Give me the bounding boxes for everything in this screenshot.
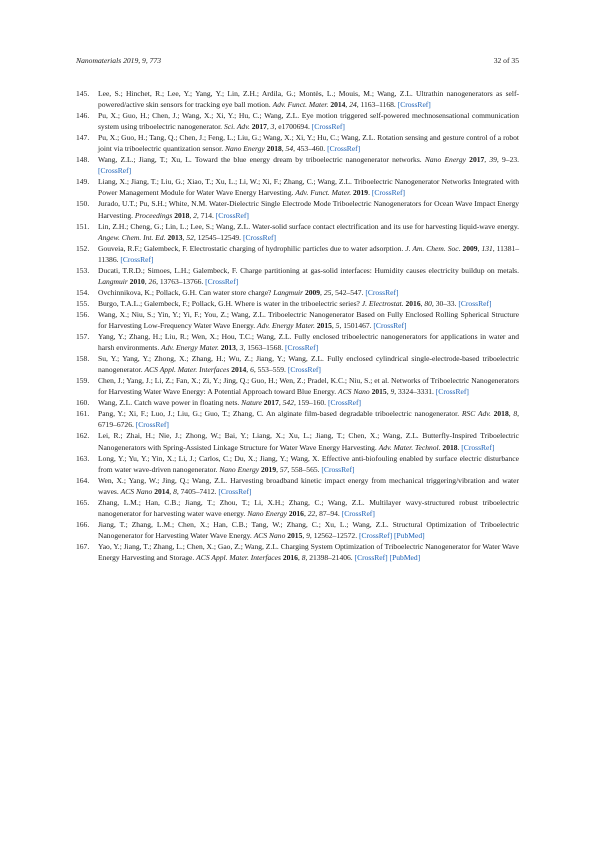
reference-item: 146. Pu, X.; Guo, H.; Chen, J.; Wang, X.; Xi, Y.; Hu, C.; Wang, Z.L. Eye motion triggered self-powered mechnosensational communication system using triboelectric nanogenerator. Sci. Adv. 2017, 3, e1700694. [CrossRef] xyxy=(76,111,519,132)
reference-item: 154. Ovchinnikova, K.; Pollack, G.H. Can water store charge? Langmuir 2009, 25, 542–547. [CrossRef] xyxy=(76,287,399,297)
crossref-link[interactable]: [CrossRef] xyxy=(373,320,407,330)
reference-year: 2017 xyxy=(251,122,267,132)
reference-authors-title: Chen, J.; Yang, J.; Li, Z.; Fan, X.; Zi, Y.; Jing, Q.; Guo, H.; Wen, Z.; Pradel, K.C.; Niu, S.; et al. Networks of Triboelectric Nanogenerators for Harvesting Water Wave Energy: A Potential Approach toward Blue Energy. xyxy=(98,376,519,397)
reference-journal: ACS Nano xyxy=(338,387,370,397)
reference-year: 2019 xyxy=(352,188,369,198)
reference-year: 2016 xyxy=(288,508,304,518)
reference-list xyxy=(76,88,519,563)
reference-pages: 87–94. xyxy=(319,508,340,518)
reference-number: 158. xyxy=(76,354,90,364)
reference-journal: Adv. Mater. Technol. xyxy=(378,442,441,452)
reference-journal: Adv. Energy Mater. xyxy=(257,320,315,330)
reference-authors-title: Su, Y.; Yang, Y.; Zhong, X.; Zhang, H.; Wu, Z.; Jiang, Y.; Wang, Z.L. Fully enclosed cylindrical single-electrode-based triboelectric nanogenerator. xyxy=(98,354,519,375)
pubmed-link[interactable]: [PubMed] xyxy=(389,552,421,562)
reference-volume: 26 xyxy=(148,276,157,286)
reference-year: 2009 xyxy=(462,243,478,253)
reference-number: 147. xyxy=(76,133,90,143)
reference-authors-title: Pu, X.; Guo, H.; Tang, Q.; Chen, J.; Feng, L.; Liu, G.; Wang, X.; Xi, Y.; Hu, C.; Wang, Z.L. Rotation sensing and gesture control of a robot joint via triboelectric quantization sensor. xyxy=(98,133,519,154)
reference-authors-title: Gouveia, R.F.; Galembeck, F. Electrostatic charging of hydrophilic particles due to water adsorption. xyxy=(98,243,404,253)
crossref-link[interactable]: [CrossRef] xyxy=(215,210,249,220)
reference-pages: 714. xyxy=(200,210,214,220)
reference-pages: 542–547. xyxy=(335,287,364,297)
reference-number: 156. xyxy=(76,309,90,319)
reference-journal: ACS Appl. Mater. Interfaces xyxy=(196,552,281,562)
reference-authors-title: Ducati, T.R.D.; Simoes, L.H.; Galembeck, F. Charge partitioning at gas-solid interfaces: Humidity causes electricity buildup on metals. xyxy=(98,265,519,275)
reference-pages: 1563–1568. xyxy=(247,343,284,353)
article-number: 773 xyxy=(149,56,162,65)
page-header: Nanomaterials 2019, 9, 773 32 of 35 xyxy=(76,56,519,65)
reference-number: 149. xyxy=(76,177,90,187)
reference-item: 158. Su, Y.; Yang, Y.; Zhong, X.; Zhang, H.; Wu, Z.; Jiang, Y.; Wang, Z.L. Fully enclosed cylindrical single-electrode-based triboelectric nanogenerator. ACS Appl. Mater. Interfaces 2014, 6, 553–559. [CrossRef] xyxy=(76,354,519,375)
reference-pages: 9–23. xyxy=(502,155,520,165)
reference-year: 2017 xyxy=(263,398,279,408)
reference-number: 159. xyxy=(76,376,90,386)
reference-journal: J. Am. Chem. Soc. xyxy=(405,243,461,253)
reference-volume: 542 xyxy=(282,398,294,408)
reference-authors-title: Ovchinnikova, K.; Pollack, G.H. Can water store charge? xyxy=(98,287,272,297)
reference-pages: 453–460. xyxy=(296,144,326,154)
reference-volume: 57 xyxy=(279,464,288,474)
reference-pages: 558–565. xyxy=(291,464,320,474)
reference-number: 163. xyxy=(76,453,90,463)
reference-journal: Nano Energy xyxy=(225,144,265,154)
reference-item: 145. Lee, S.; Hinchet, R.; Lee, Y.; Yang, Y.; Lin, Z.H.; Ardila, G.; Montès, L.; Mouis, M.; Wang, Z.L. Ultrathin nanogenerators as self-powered/active skin sensors for tracking eye ball motion. Adv. Funct. Mater. 2014, 24, 1163–1168. [CrossRef] xyxy=(76,89,519,110)
reference-volume: 8 xyxy=(173,486,177,496)
reference-number: 154. xyxy=(76,287,90,297)
reference-number: 153. xyxy=(76,265,90,275)
reference-pages: e1700694. xyxy=(278,122,310,132)
reference-item: 165. Zhang, L.M.; Han, C.B.; Jiang, T.; Zhou, T.; Li, X.H.; Zhang, C.; Wang, Z.L. Multilayer wavy-structured robust triboelectric nanogenerator for harvesting water wave energy. Nano Energy 2016, 22, 87–94. [CrossRef] xyxy=(76,497,519,518)
reference-item: 147. Pu, X.; Guo, H.; Tang, Q.; Chen, J.; Feng, L.; Liu, G.; Wang, X.; Xi, Y.; Hu, C.; Wang, Z.L. Rotation sensing and gesture control of a robot joint via triboelectric quantization sensor. Nano Energy 2018, 54, 453–460. [CrossRef] xyxy=(76,133,519,154)
reference-volume: 39 xyxy=(489,155,497,165)
crossref-link[interactable]: [CrossRef] xyxy=(285,343,319,353)
reference-item: 149. Liang, X.; Jiang, T.; Liu, G.; Xiao, T.; Xu, L.; Li, W.; Xi, F.; Zhang, C.; Wang, Z.L. Triboelectric Nanogenerator Networks Integrated with Power Management Module for Water Wave Energy Harvesting. Adv. Funct. Mater. 2019. [CrossRef] xyxy=(76,177,519,198)
reference-item: 151. Lin, Z.H.; Cheng, G.; Lin, L.; Lee, S.; Wang, Z.L. Water-solid surface contact electrification and its use for harvesting liquid-wave energy. Angew. Chem. Int. Ed. 2013, 52, 12545–12549. [CrossRef] xyxy=(76,221,519,242)
reference-authors-title: Wen, X.; Yang, W.; Jing, Q.; Wang, Z.L. Harvesting broadband kinetic impact energy from mechanical triggering/vibration and water waves. xyxy=(98,475,519,496)
reference-year: 2017 xyxy=(469,155,485,165)
reference-authors-title: Lin, Z.H.; Cheng, G.; Lin, L.; Lee, S.; Wang, Z.L. Water-solid surface contact electrification and its use for harvesting liquid-wave energy. xyxy=(98,221,519,231)
reference-number: 162. xyxy=(76,431,90,441)
pubmed-link[interactable]: [PubMed] xyxy=(394,530,425,540)
reference-journal: ACS Nano xyxy=(120,486,153,496)
reference-volume: 54 xyxy=(285,144,294,154)
reference-year: 2018 xyxy=(493,409,509,419)
reference-authors-title: Yao, Y.; Jiang, T.; Zhang, L.; Chen, X.; Gao, Z.; Wang, Z.L. Charging System Optimization of Triboelectric Nanogenerator for Water Wave Energy Harvesting and Storage. xyxy=(98,541,519,562)
crossref-link[interactable]: [CrossRef] xyxy=(354,552,388,562)
crossref-link[interactable]: [CrossRef] xyxy=(371,188,405,198)
reference-authors-title: Wang, X.; Niu, S.; Yin, Y.; Yi, F.; You, Z.; Wang, Z.L. Triboelectric Nanogenerator Based on Fully Enclosed Rolling Spherical Structure for Harvesting Low-Frequency Water Wave Energy. xyxy=(98,309,519,330)
crossref-link[interactable]: [CrossRef] xyxy=(458,298,492,308)
crossref-link[interactable]: [CrossRef] xyxy=(397,100,431,110)
reference-authors-title: Jiang, T.; Zhang, L.M.; Chen, X.; Han, C.B.; Tang, W.; Zhang, C.; Xu, L.; Wang, Z.L. Structural Optimization of Triboelectric Nanogenerator for Harvesting Water Wave Energy. xyxy=(98,519,519,540)
reference-journal: J. Electrostat. xyxy=(361,298,404,308)
reference-number: 146. xyxy=(76,111,90,121)
reference-volume: 8 xyxy=(301,552,306,562)
journal-year: 2019 xyxy=(123,56,139,65)
reference-pages: 30–33. xyxy=(435,298,457,308)
reference-volume: 3 xyxy=(239,343,244,353)
reference-pages: 6719–6726. xyxy=(98,420,134,430)
reference-pages: 21398–21406. xyxy=(309,552,353,562)
journal-volume: 9 xyxy=(142,56,146,65)
reference-item: 163. Long, Y.; Yu, Y.; Yin, X.; Li, J.; Carlos, C.; Du, X.; Jiang, Y.; Wang, X. Effective anti-biofouling enabled by surface electric disturbance from water wave-driven nanogenerator. Nano Energy 2019, 57, 558–565. [CrossRef] xyxy=(76,453,519,474)
reference-journal: Adv. Funct. Mater. xyxy=(295,188,352,198)
reference-journal: Angew. Chem. Int. Ed. xyxy=(98,232,166,242)
reference-item: 164. Wen, X.; Yang, W.; Jing, Q.; Wang, Z.L. Harvesting broadband kinetic impact energy from mechanical triggering/vibration and water waves. ACS Nano 2014, 8, 7405–7412. [CrossRef] xyxy=(76,475,519,496)
reference-year: 2013 xyxy=(167,232,183,242)
reference-authors-title: Zhang, L.M.; Han, C.B.; Jiang, T.; Zhou, T.; Li, X.H.; Zhang, C.; Wang, Z.L. Multilayer wavy-structured robust triboelectric nanogenerator for harvesting water wave energy. xyxy=(98,497,519,518)
reference-item: 166. Jiang, T.; Zhang, L.M.; Chen, X.; Han, C.B.; Tang, W.; Zhang, C.; Xu, L.; Wang, Z.L. Structural Optimization of Triboelectric Nanogenerator for Harvesting Water Wave Energy. ACS Nano 2015, 9, 12562–12572. [CrossRef] [PubMed] xyxy=(76,519,519,540)
reference-item: 162. Lei, R.; Zhai, H.; Nie, J.; Zhong, W.; Bai, Y.; Liang, X.; Xu, L.; Jiang, T.; Chen, X.; Wang, Z.L. Butterfly-Inspired Triboelectric Nanogenerators with Spring-Assisted Linkage Structure for Water Wave Energy Harvesting. Adv. Mater. Technol. 2018. [CrossRef] xyxy=(76,431,519,452)
crossref-link[interactable]: [CrossRef] xyxy=(135,420,169,430)
reference-volume: 22 xyxy=(307,508,316,518)
reference-journal: ACS Appl. Mater. Interfaces xyxy=(144,365,230,375)
reference-item: 167. Yao, Y.; Jiang, T.; Zhang, L.; Chen, X.; Gao, Z.; Wang, Z.L. Charging System Optimization of Triboelectric Nanogenerator for Water Wave Energy Harvesting and Storage. ACS Appl. Mater. Interfaces 2016, 8, 21398–21406. [CrossRef] [PubMed] xyxy=(76,541,519,562)
reference-pages: 3324–3331. xyxy=(398,387,434,397)
reference-number: 148. xyxy=(76,155,90,165)
reference-year: 2015 xyxy=(287,530,303,540)
reference-year: 2014 xyxy=(231,365,247,375)
reference-number: 166. xyxy=(76,519,90,529)
reference-journal: Nano Energy xyxy=(424,155,466,165)
reference-number: 150. xyxy=(76,199,90,209)
reference-volume: 2 xyxy=(193,210,197,220)
reference-item: 150. Jurado, U.T.; Pu, S.H.; White, N.M. Water-Dielectric Single Electrode Mode Triboelectric Nanogenerators for Ocean Wave Impact Energy Harvesting. Proceedings 2018, 2, 714. [CrossRef] xyxy=(76,199,519,220)
reference-item: 153. Ducati, T.R.D.; Simoes, L.H.; Galembeck, F. Charge partitioning at gas-solid interfaces: Humidity causes electricity buildup on metals. Langmuir 2010, 26, 13763–13766. [CrossRef] xyxy=(76,265,519,286)
reference-year: 2015 xyxy=(371,387,387,397)
crossref-link[interactable]: [CrossRef] xyxy=(435,387,469,397)
reference-journal: RSC Adv. xyxy=(461,409,491,419)
reference-volume: 9 xyxy=(306,530,310,540)
reference-pages: 1163–1168. xyxy=(360,100,396,110)
reference-authors-title: Pu, X.; Guo, H.; Chen, J.; Wang, X.; Xi, Y.; Hu, C.; Wang, Z.L. Eye motion triggered self-powered mechnosensational communication system using triboelectric nanogenerator. xyxy=(98,111,519,132)
reference-volume: 25 xyxy=(323,287,332,297)
reference-journal: Nano Energy xyxy=(247,508,287,518)
reference-pages: 11381–11386. xyxy=(98,243,520,264)
reference-item: 159. Chen, J.; Yang, J.; Li, Z.; Fan, X.; Zi, Y.; Jing, Q.; Guo, H.; Wen, Z.; Pradel, K.C.; Niu, S.; et al. Networks of Triboelectric Nanogenerators for Harvesting Water Wave Energy: A Potential Approach toward Blue Energy. ACS Nano 2015, 9, 3324–3331. [CrossRef] xyxy=(76,376,519,397)
crossref-link[interactable]: [CrossRef] xyxy=(242,232,277,242)
reference-number: 160. xyxy=(76,398,90,408)
crossref-link[interactable]: [CrossRef] xyxy=(120,254,154,264)
crossref-link[interactable]: [CrossRef] xyxy=(365,287,399,297)
reference-number: 164. xyxy=(76,475,90,485)
reference-number: 157. xyxy=(76,332,90,342)
reference-pages: 13763–13766. xyxy=(159,276,204,286)
crossref-link[interactable]: [CrossRef] xyxy=(321,464,355,474)
reference-journal: Sci. Adv. xyxy=(223,122,250,132)
crossref-link[interactable]: [CrossRef] xyxy=(327,144,361,154)
reference-item: 160. Wang, Z.L. Catch wave power in floating nets. Nature 2017, 542, 159–160. [CrossRef] xyxy=(76,398,362,408)
reference-number: 167. xyxy=(76,541,90,551)
reference-volume: 52 xyxy=(186,232,194,242)
reference-journal: Nature xyxy=(241,398,262,408)
reference-pages: 553–559. xyxy=(257,365,286,375)
reference-item: 156. Wang, X.; Niu, S.; Yin, Y.; Yi, F.; You, Z.; Wang, Z.L. Triboelectric Nanogenerator Based on Fully Enclosed Rolling Spherical Structure for Harvesting Low-Frequency Water Wave Energy. Adv. Energy Mater. 2015, 5, 1501467. [CrossRef] xyxy=(76,309,519,330)
reference-volume: 9 xyxy=(390,387,395,397)
reference-authors-title: Lei, R.; Zhai, H.; Nie, J.; Zhong, W.; Bai, Y.; Liang, X.; Xu, L.; Jiang, T.; Chen, X.; Wang, Z.L. Butterfly-Inspired Triboelectric Nanogenerators with Spring-Assisted Linkage Structure for Water Wave Energy Harvesting. xyxy=(98,431,519,452)
reference-year: 2013 xyxy=(220,343,236,353)
reference-year: 2018 xyxy=(442,442,458,452)
page-number: 32 of 35 xyxy=(493,56,519,65)
reference-authors-title: Yang, Y.; Zhang, H.; Liu, R.; Wen, X.; Hou, T.C.; Wang, Z.L. Fully enclosed triboelectric nanogenerators for applications in water and harsh environments. xyxy=(98,332,519,353)
reference-volume: 6 xyxy=(250,365,254,375)
reference-journal: Adv. Funct. Mater. xyxy=(272,100,329,110)
crossref-link[interactable]: [CrossRef] xyxy=(98,166,132,176)
crossref-link[interactable]: [CrossRef] xyxy=(461,442,495,452)
reference-number: 152. xyxy=(76,243,90,253)
crossref-link[interactable]: [CrossRef] xyxy=(327,398,362,408)
reference-year: 2016 xyxy=(405,298,421,308)
reference-volume: 131 xyxy=(481,243,493,253)
crossref-link[interactable]: [CrossRef] xyxy=(205,276,239,286)
reference-volume: 5 xyxy=(335,320,340,330)
crossref-link[interactable]: [CrossRef] xyxy=(287,365,321,375)
reference-authors-title: Wang, Z.L. Catch wave power in floating nets. xyxy=(98,398,240,408)
reference-item: 155. Burgo, T.A.L.; Galembeck, F.; Pollack, G.H. Where is water in the triboelectric series? J. Electrostat. 2016, 80, 30–33. [CrossRef] xyxy=(76,298,492,308)
reference-item: 157. Yang, Y.; Zhang, H.; Liu, R.; Wen, X.; Hou, T.C.; Wang, Z.L. Fully enclosed triboelectric nanogenerators for applications in water and harsh environments. Adv. Energy Mater. 2013, 3, 1563–1568. [CrossRef] xyxy=(76,332,519,353)
reference-year: 2018 xyxy=(174,210,190,220)
reference-year: 2018 xyxy=(266,144,282,154)
reference-journal: Langmuir xyxy=(98,276,128,286)
reference-journal: Langmuir xyxy=(273,287,304,297)
reference-volume: 8 xyxy=(513,409,518,419)
reference-pages: 12545–12549. xyxy=(197,232,242,242)
reference-year: 2014 xyxy=(330,100,346,110)
reference-journal: Proceedings xyxy=(134,210,173,220)
reference-authors-title: Wang, Z.L.; Jiang, T.; Xu, L. Toward the blue energy dream by triboelectric nanogenerator networks. xyxy=(98,155,422,165)
crossref-link[interactable]: [CrossRef] xyxy=(311,122,345,132)
crossref-link[interactable]: [CrossRef] xyxy=(358,530,393,540)
reference-number: 151. xyxy=(76,221,90,231)
reference-authors-title: Liang, X.; Jiang, T.; Liu, G.; Xiao, T.; Xu, L.; Li, W.; Xi, F.; Zhang, C.; Wang, Z.L. Triboelectric Nanogenerator Networks Integrated with Power Management Module for Water Wave Energy Harvesting. xyxy=(98,177,519,198)
reference-year: 2010 xyxy=(129,276,145,286)
reference-year: 2009 xyxy=(304,287,321,297)
reference-authors-title: Pang, Y.; Xi, F.; Luo, J.; Liu, G.; Guo, T.; Zhang, C. An alginate film-based degradable triboelectric nanogenerator. xyxy=(98,409,460,419)
reference-number: 145. xyxy=(76,89,90,98)
reference-authors-title: Jurado, U.T.; Pu, S.H.; White, N.M. Water-Dielectric Single Electrode Mode Triboelectric Nanogenerators for Ocean Wave Impact Energy Harvesting. xyxy=(98,199,519,220)
reference-volume: 80 xyxy=(424,298,432,308)
reference-year: 2016 xyxy=(282,552,298,562)
reference-journal: Nano Energy xyxy=(219,464,260,474)
reference-pages: 1501467. xyxy=(343,320,372,330)
reference-year: 2019 xyxy=(261,464,277,474)
reference-pages: 7405–7412. xyxy=(180,486,217,496)
reference-authors-title: Burgo, T.A.L.; Galembeck, F.; Pollack, G.H. Where is water in the triboelectric series? xyxy=(98,298,360,308)
reference-number: 165. xyxy=(76,497,90,507)
reference-number: 161. xyxy=(76,409,90,419)
reference-pages: 159–160. xyxy=(297,398,327,408)
journal-name: Nanomaterials xyxy=(76,56,122,65)
crossref-link[interactable]: [CrossRef] xyxy=(341,508,375,518)
reference-journal: ACS Nano xyxy=(253,530,286,540)
reference-volume: 24 xyxy=(349,100,357,110)
reference-number: 155. xyxy=(76,298,90,308)
reference-year: 2014 xyxy=(154,486,170,496)
reference-pages: 12562–12572. xyxy=(313,530,358,540)
reference-item: 148. Wang, Z.L.; Jiang, T.; Xu, L. Toward the blue energy dream by triboelectric nanogenerator networks. Nano Energy 2017, 39, 9–23. [CrossRef] xyxy=(76,155,520,176)
reference-journal: Adv. Energy Mater. xyxy=(161,343,219,353)
reference-authors-title: Lee, S.; Hinchet, R.; Lee, Y.; Yang, Y.; Lin, Z.H.; Ardila, G.; Montès, L.; Mouis, M.; Wang, Z.L. Ultrathin nanogenerators as self-powered/active skin sensors for tracking eye ball motion. xyxy=(98,89,519,110)
crossref-link[interactable]: [CrossRef] xyxy=(218,486,252,496)
reference-volume: 3 xyxy=(270,122,275,132)
reference-year: 2015 xyxy=(316,320,332,330)
reference-item: 161. Pang, Y.; Xi, F.; Luo, J.; Liu, G.; Guo, T.; Zhang, C. An alginate film-based degradable triboelectric nanogenerator. RSC Adv. 2018, 8, 6719–6726. [CrossRef] xyxy=(76,409,519,430)
reference-authors-title: Long, Y.; Yu, Y.; Yin, X.; Li, J.; Carlos, C.; Du, X.; Jiang, Y.; Wang, X. Effective anti-biofouling enabled by surface electric disturbance from water wave-driven nanogenerator. xyxy=(98,453,519,474)
reference-item: 152. Gouveia, R.F.; Galembeck, F. Electrostatic charging of hydrophilic particles due to water adsorption. J. Am. Chem. Soc. 2009, 131, 11381–11386. [CrossRef] xyxy=(76,243,520,264)
